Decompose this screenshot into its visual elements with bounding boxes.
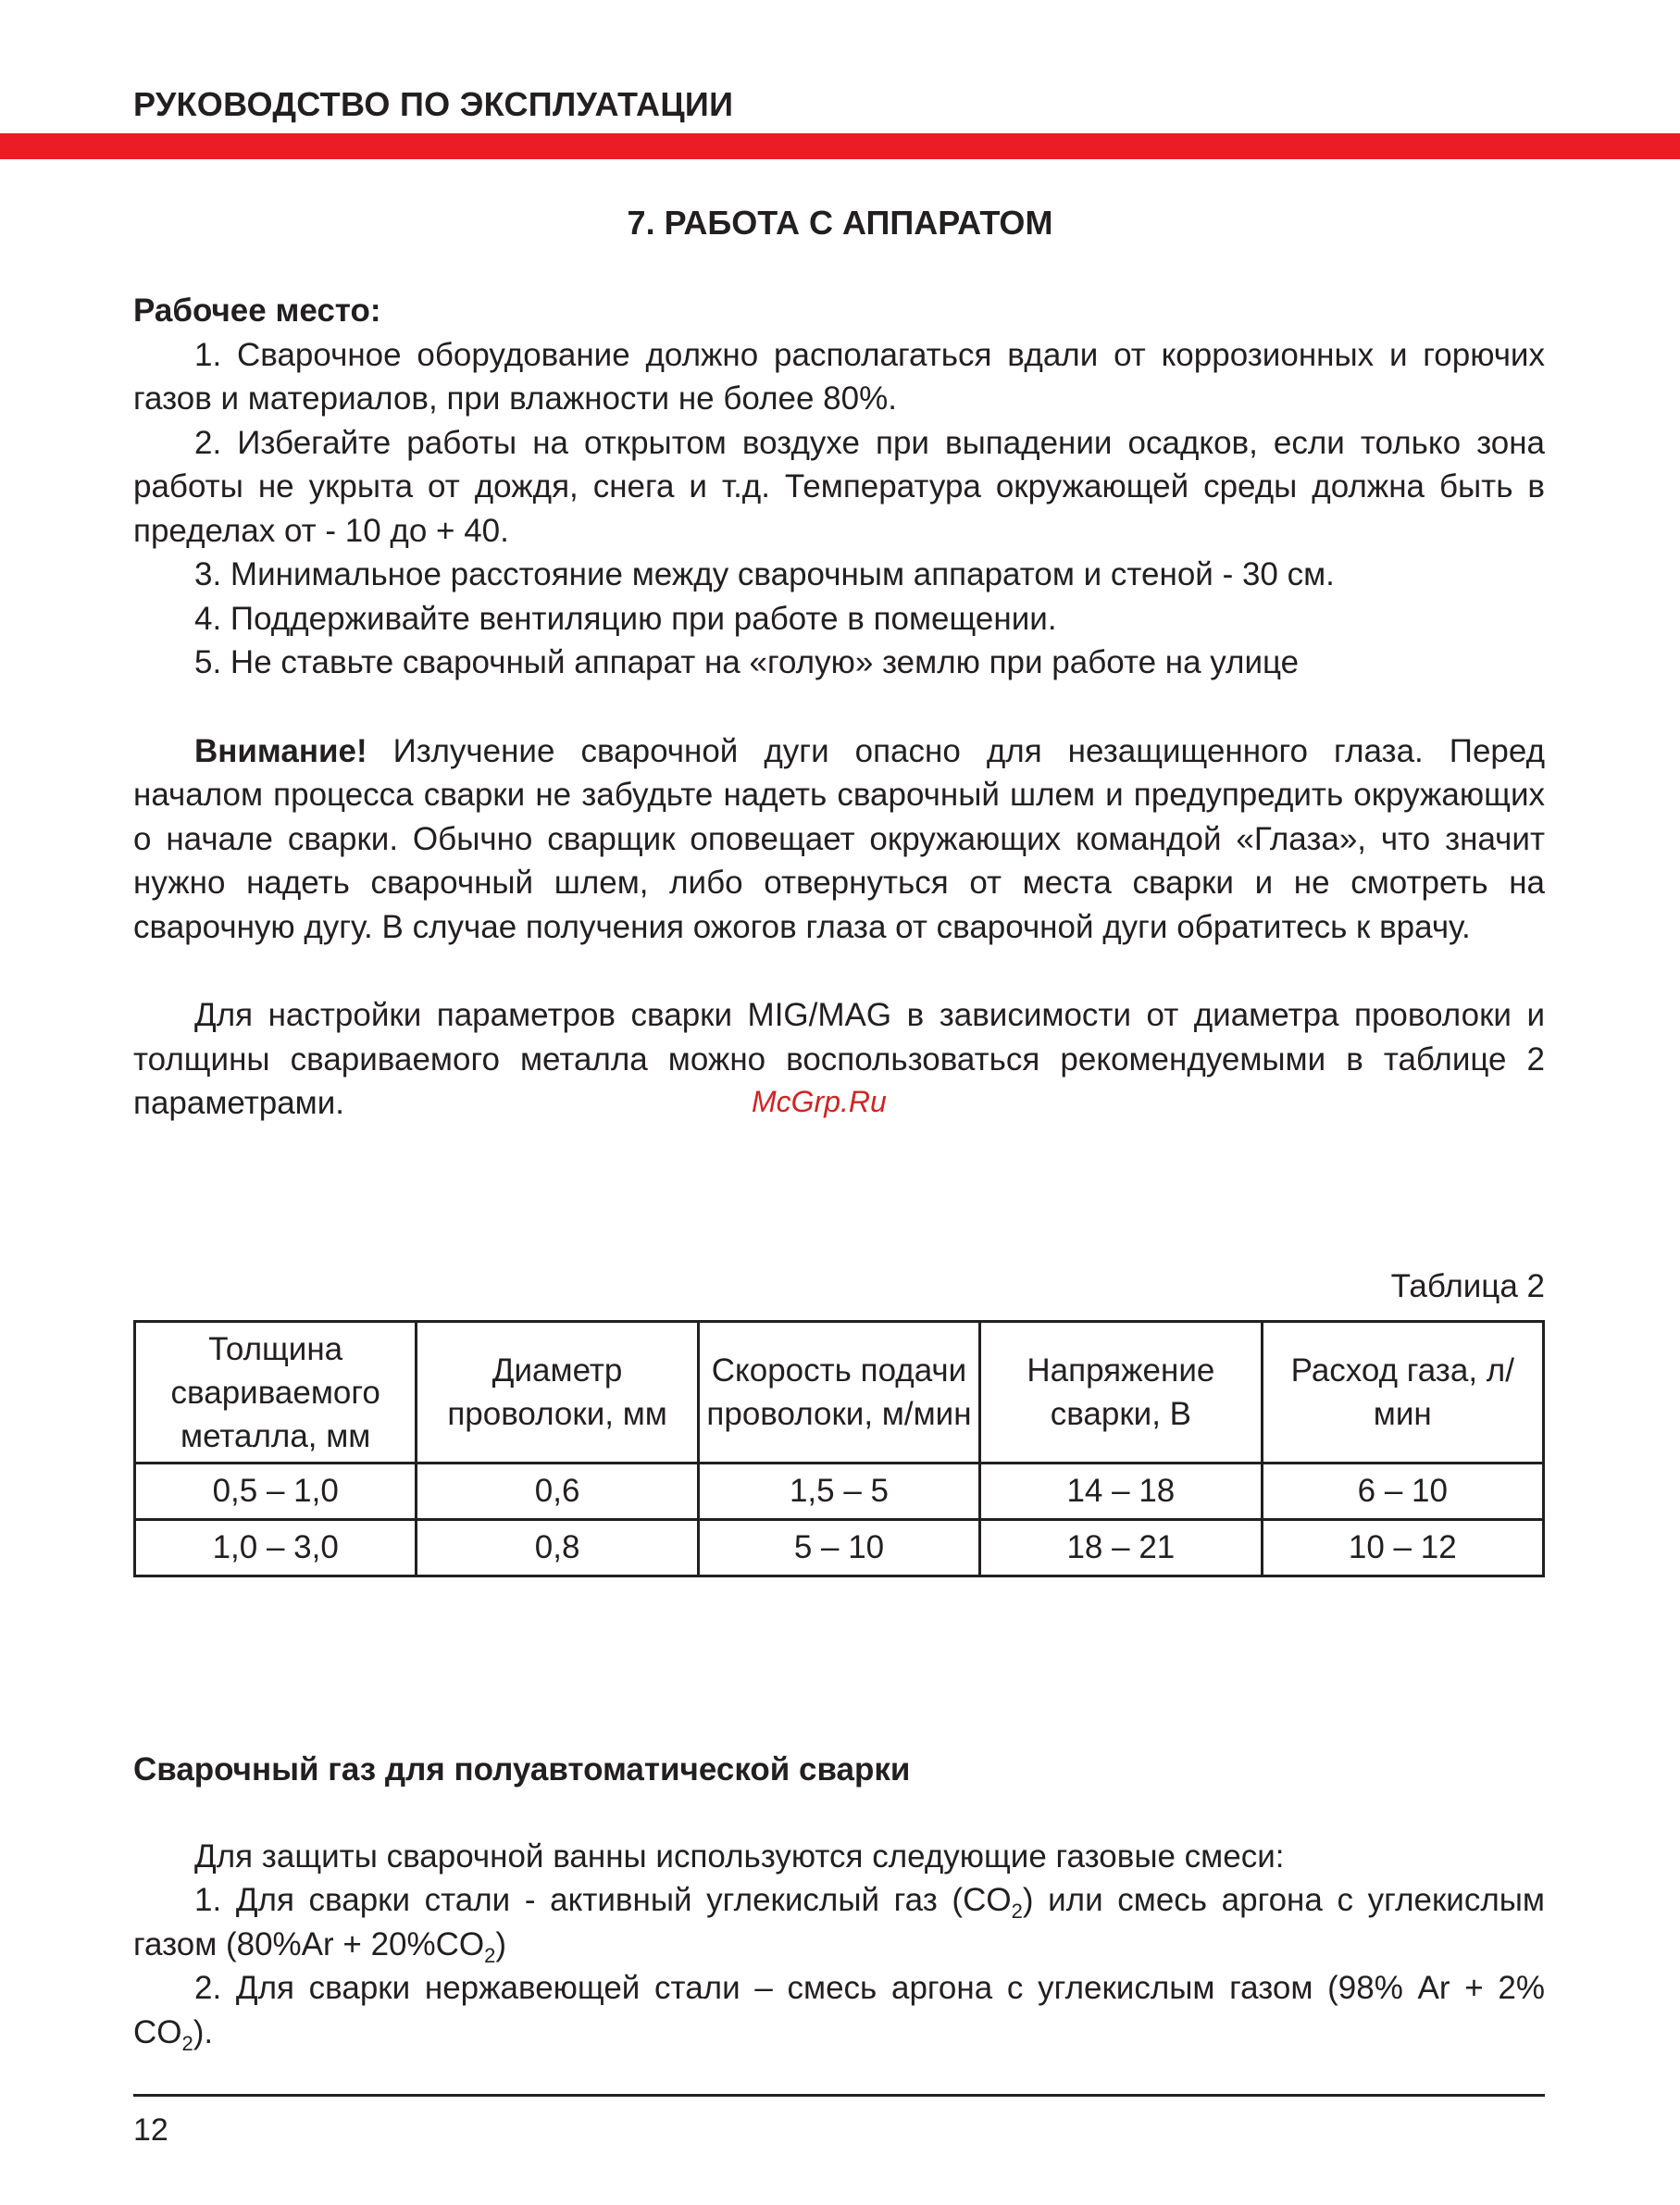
- header-thickness: Толщина свариваемого металла, мм: [135, 1322, 417, 1464]
- table-cell: 1,0 – 3,0: [135, 1520, 417, 1576]
- table-cell: 5 – 10: [698, 1520, 979, 1576]
- table-cell: 0,6: [417, 1464, 698, 1520]
- warning-label: Внимание!: [194, 732, 367, 769]
- table-cell: 0,8: [417, 1520, 698, 1576]
- table-cell: 14 – 18: [980, 1464, 1262, 1520]
- workplace-item-5: 5. Не ставьте сварочный аппарат на «голую» землю при работе на улице: [194, 644, 1300, 680]
- running-header: РУКОВОДСТВО ПО ЭКСПЛУАТАЦИИ: [133, 85, 734, 123]
- parameters-table: [133, 1320, 1545, 1577]
- table-cell: 0,5 – 1,0: [135, 1464, 417, 1520]
- page-number: 12: [133, 2112, 168, 2148]
- header-wire-diameter: Диаметр проволоки, мм: [417, 1322, 698, 1464]
- workplace-item-3: 3. Минимальное расстояние между сварочным аппаратом и стеной - 30 см.: [194, 556, 1335, 592]
- table-cell: 10 – 12: [1262, 1520, 1543, 1576]
- warning-paragraph: [133, 729, 1545, 950]
- workplace-item-1: 1. Сварочное оборудование должно располагаться вдали от коррозионных и горючих газов и материалов, при влажности не более 80%.: [133, 336, 1545, 417]
- workplace-item-2: 2. Избегайте работы на открытом воздухе при выпадении осадков, если только зона работы не укрыта от дождя, снега и т.д. Температура окружающей среды должна быть в пределах от - 10 до + 40.: [133, 424, 1545, 549]
- footer-rule: [133, 2094, 1545, 2097]
- section-title: 7. РАБОТА С АППАРАТОМ: [627, 204, 1053, 242]
- table-row: [135, 1464, 1544, 1520]
- table-caption: Таблица 2: [1390, 1268, 1545, 1304]
- table-cell: 1,5 – 5: [698, 1464, 979, 1520]
- header-red-bar: [0, 133, 1680, 159]
- gas-section: [133, 1748, 1545, 2054]
- header-gas-flow: Расход газа, л/мин: [1262, 1322, 1543, 1464]
- header-voltage: Напряжение сварки, В: [980, 1322, 1262, 1464]
- gas-intro: Для защиты сварочной ванны используются следующие газовые смеси:: [194, 1838, 1285, 1875]
- table-row: [135, 1520, 1544, 1576]
- workplace-heading: Рабочее место:: [133, 293, 381, 329]
- gas-item-2: 2. Для сварки нержавеющей стали – смесь аргона с углекислым газом (98% Ar + 2% $CO_2$).: [133, 1970, 1545, 2055]
- table-header-row: [135, 1322, 1544, 1464]
- table-cell: 18 – 21: [980, 1520, 1262, 1576]
- gas-item-1: 1. Для сварки стали - активный углекислый газ $(CO_2)$ или смесь аргона с углекислым газом $(80\%Ar + 20\%CO_2)$: [133, 1882, 1545, 1967]
- header-feed-speed: Скорость подачи проволоки, м/мин: [698, 1322, 979, 1464]
- table-cell: 6 – 10: [1262, 1464, 1543, 1520]
- workplace-item-4: 4. Поддерживайте вентиляцию при работе в помещении.: [194, 600, 1057, 637]
- main-text: [133, 289, 1545, 1126]
- watermark: McGrp.Ru: [752, 1085, 887, 1118]
- table-intro-paragraph: Для настройки параметров сварки MIG/MAG в зависимости от диаметра проволоки и толщины свариваемого металла можно воспользоваться рекомендуемыми в таблице 2 параметрами.: [133, 997, 1545, 1121]
- gas-heading: Сварочный газ для полуавтоматической сварки: [133, 1751, 911, 1788]
- warning-text: Излучение сварочной дуги опасно для незащищенного глаза. Перед началом процесса сварки не забудьте надеть сварочный шлем и предупредить окружающих о начале сварки. Обычно сварщик оповещает окружающих командой «Глаза», что значит нужно надеть сварочный шлем, либо отвернуться от места сварки и не смотреть на сварочную дугу. В случае получения ожогов глаза от сварочной дуги обратитесь к врачу.: [133, 732, 1545, 945]
